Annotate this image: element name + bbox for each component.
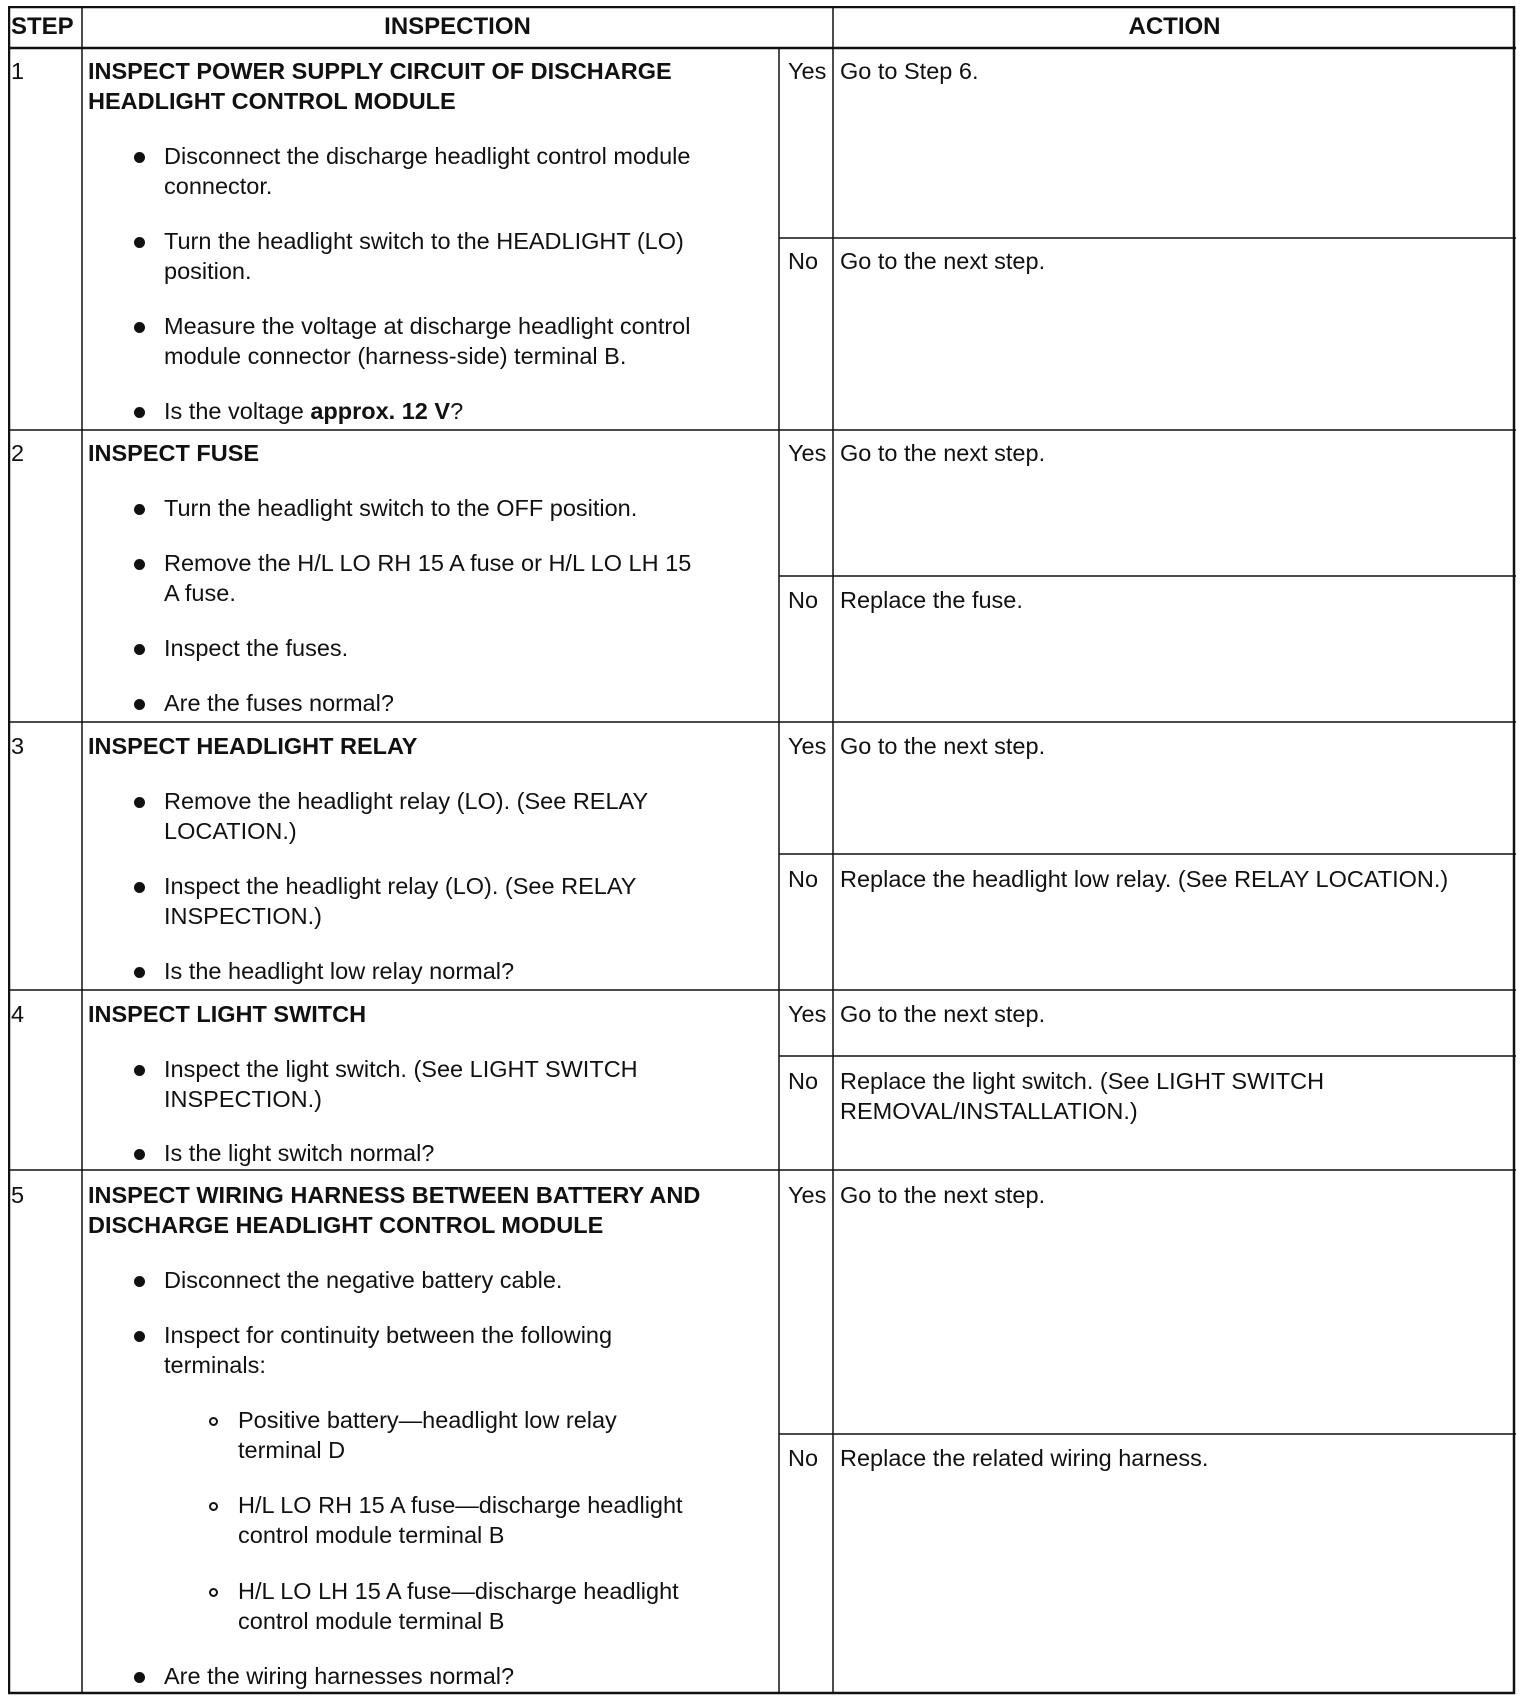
bullet-text: position.	[164, 258, 252, 284]
bullet-text: Are the wiring harnesses normal?	[164, 1663, 515, 1689]
step-number: 3	[11, 733, 25, 759]
bullet-text: A fuse.	[164, 580, 236, 606]
header-inspection: INSPECTION	[384, 13, 531, 40]
bullet-text-plain: Is the voltage	[164, 398, 311, 424]
sub-bullet-icon	[209, 1417, 218, 1426]
step-number: 5	[11, 1182, 25, 1208]
bullet-text: Remove the headlight relay (LO). (See RELAY	[164, 788, 649, 814]
bullet-icon	[134, 1331, 145, 1342]
sub-bullet-text: H/L LO LH 15 A fuse—discharge headlight	[238, 1578, 679, 1604]
bullet-icon	[134, 1149, 145, 1160]
bullet-text: Inspect the light switch. (See LIGHT SWITCH	[164, 1056, 638, 1082]
bullet-text: Disconnect the negative battery cable.	[164, 1267, 563, 1293]
bullet-text: Inspect the fuses.	[164, 635, 349, 661]
bullet-icon	[134, 797, 145, 808]
no-action: Replace the headlight low relay. (See RELAY LOCATION.)	[840, 866, 1449, 892]
bullet-text-suffix: ?	[450, 398, 464, 424]
yes-action: Go to the next step.	[840, 1001, 1046, 1027]
yes-label: Yes	[788, 1001, 827, 1027]
no-action: REMOVAL/INSTALLATION.)	[840, 1098, 1138, 1124]
yes-label: Yes	[788, 733, 827, 759]
no-label: No	[788, 866, 819, 892]
bullet-text: module connector (harness-side) terminal B.	[164, 343, 627, 369]
bullet-icon	[134, 882, 145, 893]
yes-action: Go to the next step.	[840, 440, 1046, 466]
step-title: INSPECT FUSE	[88, 440, 260, 466]
bullet-icon	[134, 967, 145, 978]
step-title: INSPECT WIRING HARNESS BETWEEN BATTERY AND	[88, 1182, 701, 1208]
step-title: DISCHARGE HEADLIGHT CONTROL MODULE	[88, 1212, 604, 1238]
yes-action: Go to the next step.	[840, 733, 1046, 759]
bullet-text: INSPECTION.)	[164, 1086, 322, 1112]
bullet-text: Inspect for continuity between the following	[164, 1322, 613, 1348]
sub-bullet-text: H/L LO RH 15 A fuse—discharge headlight	[238, 1492, 683, 1518]
sub-bullet-text: terminal D	[238, 1437, 346, 1463]
bullet-text: LOCATION.)	[164, 818, 297, 844]
bullet-text-bold: approx. 12 V	[310, 398, 451, 424]
bullet-text: Disconnect the discharge headlight control module	[164, 143, 691, 169]
sub-bullet-text: Positive battery—headlight low relay	[238, 1407, 617, 1433]
step-title: INSPECT HEADLIGHT RELAY	[88, 733, 418, 759]
no-label: No	[788, 1068, 819, 1094]
header-action: ACTION	[1128, 13, 1221, 40]
sub-bullet-icon	[209, 1588, 218, 1597]
bullet-text: Remove the H/L LO RH 15 A fuse or H/L LO LH 15	[164, 550, 692, 576]
bullet-text: Inspect the headlight relay (LO). (See RELAY	[164, 873, 637, 899]
step-title: HEADLIGHT CONTROL MODULE	[88, 88, 456, 114]
bullet-text: Are the fuses normal?	[164, 690, 394, 716]
bullet-text: INSPECTION.)	[164, 903, 322, 929]
bullet-icon	[134, 322, 145, 333]
step-number: 4	[11, 1001, 25, 1027]
step-number: 1	[11, 58, 25, 84]
yes-label: Yes	[788, 1182, 827, 1208]
bullet-text: Is the light switch normal?	[164, 1140, 435, 1166]
no-action: Replace the fuse.	[840, 587, 1023, 613]
no-label: No	[788, 587, 819, 613]
bullet-text: terminals:	[164, 1352, 266, 1378]
header-step: STEP	[11, 13, 74, 40]
bullet-text: Turn the headlight switch to the OFF position.	[164, 495, 638, 521]
no-action: Replace the light switch. (See LIGHT SWITCH	[840, 1068, 1325, 1094]
bullet-icon	[134, 1065, 145, 1076]
yes-label: Yes	[788, 440, 827, 466]
bullet-text	[164, 396, 463, 426]
sub-bullet-text: control module terminal B	[238, 1608, 505, 1634]
bullet-icon	[134, 644, 145, 655]
diagnostic-table	[8, 6, 1516, 1696]
yes-action: Go to the next step.	[840, 1182, 1046, 1208]
step-title: INSPECT LIGHT SWITCH	[88, 1001, 367, 1027]
bullet-text: Turn the headlight switch to the HEADLIGHT (LO)	[164, 228, 684, 254]
no-action: Go to the next step.	[840, 248, 1046, 274]
yes-action: Go to Step 6.	[840, 58, 979, 84]
step-number: 2	[11, 440, 25, 466]
bullet-icon	[134, 1276, 145, 1287]
no-label: No	[788, 248, 819, 274]
bullet-icon	[134, 559, 145, 570]
yes-label: Yes	[788, 58, 827, 84]
bullet-icon	[134, 504, 145, 515]
bullet-icon	[134, 237, 145, 248]
bullet-text: Measure the voltage at discharge headlight control	[164, 313, 691, 339]
step-title: INSPECT POWER SUPPLY CIRCUIT OF DISCHARGE	[88, 58, 672, 84]
bullet-icon	[134, 152, 145, 163]
bullet-text: Is the headlight low relay normal?	[164, 958, 515, 984]
no-action: Replace the related wiring harness.	[840, 1445, 1209, 1471]
no-label: No	[788, 1445, 819, 1471]
bullet-text: connector.	[164, 173, 273, 199]
bullet-icon	[134, 1672, 145, 1683]
sub-bullet-icon	[209, 1502, 218, 1511]
sub-bullet-text: control module terminal B	[238, 1522, 505, 1548]
bullet-icon	[134, 699, 145, 710]
bullet-icon	[134, 407, 145, 418]
